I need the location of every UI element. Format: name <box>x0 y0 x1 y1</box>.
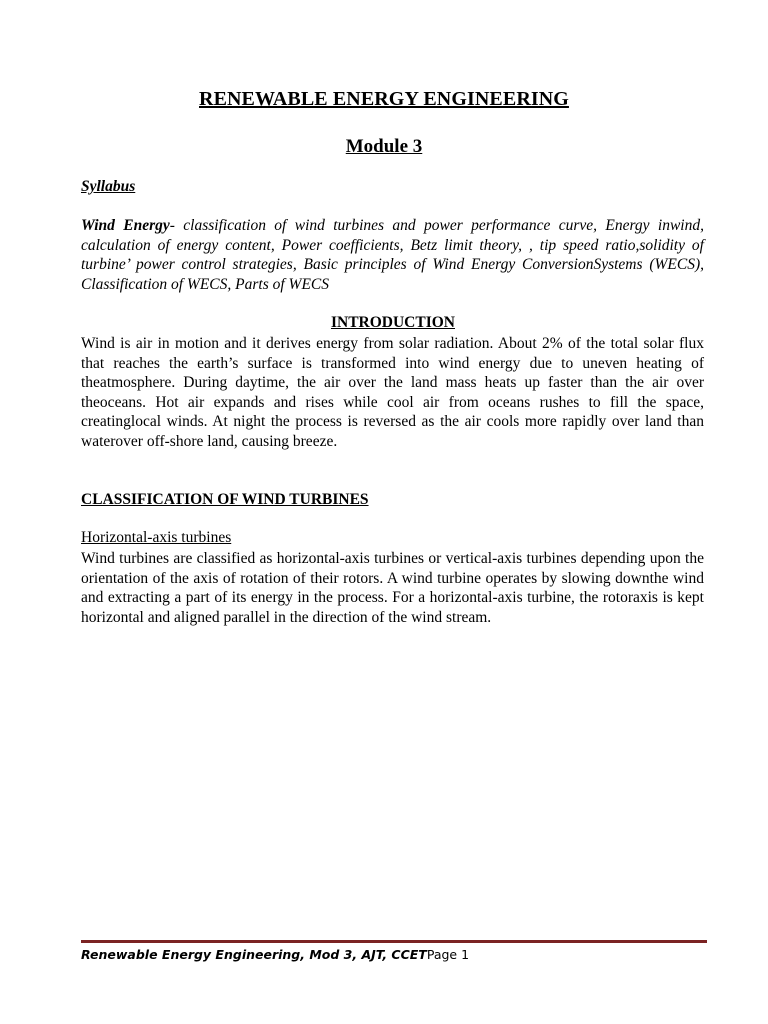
page-footer <box>81 947 469 962</box>
footer-page-number: Page 1 <box>426 947 470 962</box>
classification-heading: CLASSIFICATION OF WIND TURBINES <box>81 491 369 508</box>
syllabus-label: Syllabus <box>81 178 136 195</box>
module-heading: Module 3 <box>345 136 423 157</box>
introduction-paragraph: Wind is air in motion and it derives energy from solar radiation. About 2% of the total solar flux that reaches the earth’s surface is transformed into wind energy due to uneven heating of theatmosphere. During daytime, the air over the land mass heats up faster than the air over theoceans. Hot air expands and rises while cool air from oceans rushes to fill the space, creatinglocal winds. At night the process is reversed as the air cools more rapidly over land than waterover off-shore land, causing breeze. <box>81 335 704 450</box>
syllabus-lead: Wind Energy <box>81 217 170 234</box>
classification-paragraph: Wind turbines are classified as horizontal-axis turbines or vertical-axis turbines depending upon the orientation of the axis of rotation of their rotors. A wind turbine operates by slowing downthe wind and extracting a part of its energy in the process. For a horizontal-axis turbine, the rotoraxis is kept horizontal and aligned parallel in the direction of the wind stream. <box>81 550 704 626</box>
horizontal-axis-subheading: Horizontal-axis turbines <box>81 529 232 546</box>
footer-divider <box>81 940 707 943</box>
footer-document-label: Renewable Energy Engineering, Mod 3, AJT, CCET <box>81 947 427 962</box>
syllabus-body: - classification of wind turbines and power performance curve, Energy inwind, calculation of energy content, Power coefficients, Betz limit theory, , tip speed ratio,solidity of turbine’ power control strategies, Basic principles of Wind Energy ConversionSystems (WECS), Classification of WECS, Parts of WECS <box>81 217 704 293</box>
syllabus-paragraph <box>81 216 704 294</box>
introduction-heading: INTRODUCTION <box>330 314 455 331</box>
document-title: RENEWABLE ENERGY ENGINEERING <box>199 88 569 110</box>
